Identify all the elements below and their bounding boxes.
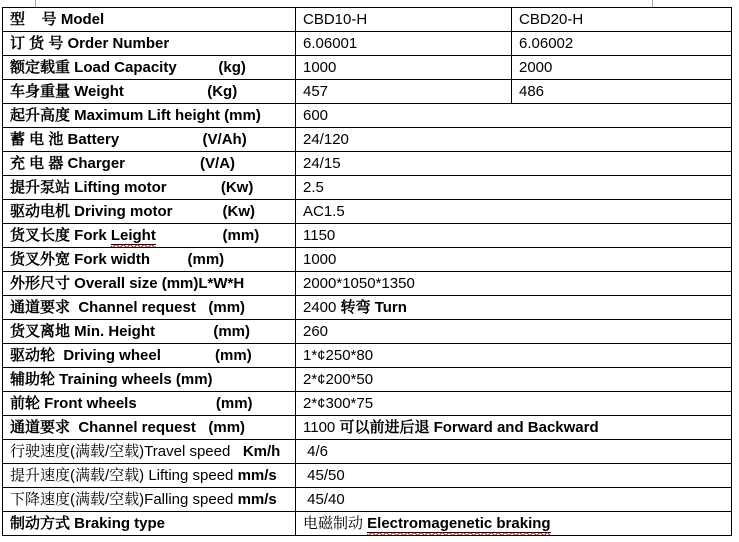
text-segment: 辅助轮 Training wheels (mm) — [10, 370, 213, 388]
text-segment: 1100 — [303, 418, 340, 436]
row-label-lifting-speed — [3, 464, 296, 488]
row-value-order-number-2 — [512, 32, 732, 56]
table-row-weight — [3, 80, 732, 104]
row-label-channel-request-turn — [3, 296, 296, 320]
text-segment: 货叉外宽 Fork width (mm) — [10, 250, 225, 268]
row-label-driving-wheel — [3, 344, 296, 368]
text-segment: Electromagenetic braking — [367, 514, 551, 532]
row-label-fork-width — [3, 248, 296, 272]
row-label-overall-size — [3, 272, 296, 296]
table-row-min-height — [3, 320, 732, 344]
text-segment: 额定载重 Load Capacity (kg) — [10, 58, 246, 76]
text-segment: 制动方式 Braking type — [10, 514, 166, 532]
row-label-battery — [3, 128, 296, 152]
text-segment: 457 — [303, 82, 329, 100]
row-value-fork-width — [296, 248, 732, 272]
table-row-falling-speed — [3, 488, 732, 512]
row-value-load-capacity-1 — [296, 56, 512, 80]
row-label-min-height — [3, 320, 296, 344]
text-segment: 前轮 Front wheels (mm) — [10, 394, 253, 412]
text-segment: 外形尺寸 Overall size (mm)L*W*H — [10, 274, 245, 292]
row-value-charger — [296, 152, 732, 176]
table-row-max-lift-height — [3, 104, 732, 128]
table-row-model — [3, 8, 732, 32]
row-value-front-wheels — [296, 392, 732, 416]
row-label-charger — [3, 152, 296, 176]
text-segment: 486 — [519, 82, 545, 100]
table-row-lifting-speed — [3, 464, 732, 488]
row-value-order-number-1 — [296, 32, 512, 56]
table-row-lifting-motor — [3, 176, 732, 200]
text-segment: Km/h — [242, 442, 281, 460]
text-segment: 提升泵站 Lifting motor (Kw) — [10, 178, 254, 196]
row-value-lifting-speed — [296, 464, 732, 488]
table-row-braking-type — [3, 512, 732, 536]
row-label-load-capacity — [3, 56, 296, 80]
text-segment: 可以前进后退 Forward and Backward — [339, 418, 599, 436]
table-row-training-wheels — [3, 368, 732, 392]
row-label-travel-speed — [3, 440, 296, 464]
text-segment: 2*¢300*75 — [303, 394, 374, 412]
table-row-order-number — [3, 32, 732, 56]
row-value-overall-size — [296, 272, 732, 296]
text-segment: 2400 — [303, 298, 341, 316]
table-row-charger — [3, 152, 732, 176]
text-segment: 6.06001 — [303, 34, 358, 52]
row-label-weight — [3, 80, 296, 104]
text-segment: 2000 — [519, 58, 553, 76]
text-segment: 4/6 — [303, 442, 329, 460]
text-segment: 驱动电机 Driving motor (Kw) — [10, 202, 256, 220]
row-value-falling-speed — [296, 488, 732, 512]
row-value-lifting-motor — [296, 176, 732, 200]
text-segment: mm/s — [237, 490, 277, 508]
row-value-min-height — [296, 320, 732, 344]
text-segment: 转弯 Turn — [340, 298, 407, 316]
row-value-max-lift-height — [296, 104, 732, 128]
text-segment: 通道要求 Channel request (mm) — [10, 298, 246, 316]
row-value-model-2 — [512, 8, 732, 32]
row-value-training-wheels — [296, 368, 732, 392]
row-label-max-lift-height — [3, 104, 296, 128]
text-segment: 45/40 — [303, 490, 345, 508]
text-segment: Leight — [110, 226, 156, 244]
text-segment: 45/50 — [303, 466, 345, 484]
table-row-channel-request-forward — [3, 416, 732, 440]
row-value-weight-2 — [512, 80, 732, 104]
text-segment: 600 — [303, 106, 329, 124]
row-value-travel-speed — [296, 440, 732, 464]
text-segment: mm/s — [237, 466, 277, 484]
text-segment: 货叉长度 Fork — [10, 226, 111, 244]
row-value-model-1 — [296, 8, 512, 32]
table-row-front-wheels — [3, 392, 732, 416]
text-segment: 260 — [303, 322, 329, 340]
text-segment: (mm) — [155, 226, 260, 244]
row-label-driving-motor — [3, 200, 296, 224]
table-row-load-capacity — [3, 56, 732, 80]
text-segment: 2.5 — [303, 178, 324, 196]
spec-table — [2, 7, 732, 536]
row-label-channel-request-forward — [3, 416, 296, 440]
text-segment: 驱动轮 Driving wheel (mm) — [10, 346, 252, 364]
text-segment: 充 电 器 Charger (V/A) — [10, 154, 236, 172]
table-row-battery — [3, 128, 732, 152]
row-label-order-number — [3, 32, 296, 56]
row-label-fork-length — [3, 224, 296, 248]
text-segment: 行驶速度(满载/空载)Travel speed — [10, 442, 243, 460]
row-value-battery — [296, 128, 732, 152]
spec-table-body — [3, 8, 732, 536]
text-segment: 24/15 — [303, 154, 341, 172]
text-segment: 1150 — [303, 226, 336, 244]
row-label-front-wheels — [3, 392, 296, 416]
row-value-driving-wheel — [296, 344, 732, 368]
text-segment: 1*¢250*80 — [303, 346, 374, 364]
table-row-travel-speed — [3, 440, 732, 464]
text-segment: 蓄 电 池 Battery (V/Ah) — [10, 130, 247, 148]
row-label-training-wheels — [3, 368, 296, 392]
text-segment: 型 号 Model — [10, 10, 105, 28]
text-segment: 1000 — [303, 58, 337, 76]
table-row-channel-request-turn — [3, 296, 732, 320]
text-segment: 通道要求 Channel request (mm) — [10, 418, 246, 436]
row-label-lifting-motor — [3, 176, 296, 200]
row-value-fork-length — [296, 224, 732, 248]
row-value-weight-1 — [296, 80, 512, 104]
text-segment: 下降速度(满载/空载)Falling speed — [10, 490, 238, 508]
row-value-driving-motor — [296, 200, 732, 224]
table-row-fork-length — [3, 224, 732, 248]
text-segment: 2*¢200*50 — [303, 370, 374, 388]
row-label-model — [3, 8, 296, 32]
text-segment: 6.06002 — [519, 34, 574, 52]
text-segment: 提升速度(满载/空载) Lifting speed — [10, 466, 238, 484]
text-segment: 订 货 号 Order Number — [10, 34, 170, 52]
text-segment: 起升高度 Maximum Lift height (mm) — [10, 106, 261, 124]
text-segment: 2000*1050*1350 — [303, 274, 415, 292]
row-label-braking-type — [3, 512, 296, 536]
row-value-load-capacity-2 — [512, 56, 732, 80]
text-segment: 货叉离地 Min. Height (mm) — [10, 322, 251, 340]
text-segment: 电磁制动 — [303, 514, 368, 532]
text-segment: 1000 — [303, 250, 337, 268]
table-row-overall-size — [3, 272, 732, 296]
table-row-fork-width — [3, 248, 732, 272]
text-segment: CBD10-H — [303, 10, 368, 28]
row-value-channel-request-turn — [296, 296, 732, 320]
row-label-falling-speed — [3, 488, 296, 512]
text-segment: AC1.5 — [303, 202, 345, 220]
text-segment: 车身重量 Weight (Kg) — [10, 82, 238, 100]
row-value-braking-type — [296, 512, 732, 536]
text-segment: 24/120 — [303, 130, 349, 148]
table-row-driving-motor — [3, 200, 732, 224]
text-segment: CBD20-H — [519, 10, 584, 28]
table-row-driving-wheel — [3, 344, 732, 368]
row-value-channel-request-forward — [296, 416, 732, 440]
